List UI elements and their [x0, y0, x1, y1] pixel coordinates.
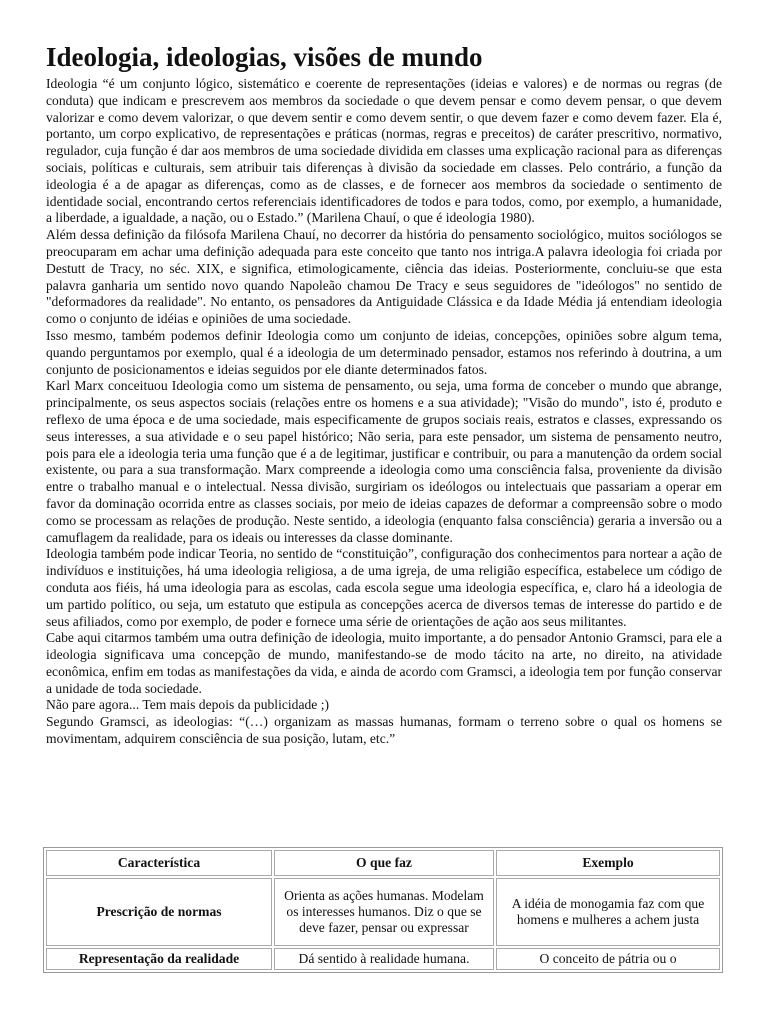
cell-what: Orienta as ações humanas. Modelam os interesses humanos. Diz o que se deve fazer, pensar ou expressar [274, 878, 494, 946]
cell-characteristic: Prescrição de normas [46, 878, 272, 946]
paragraph-chaui-quote: Ideologia “é um conjunto lógico, sistemático e coerente de representações (ideias e valores) e de normas ou regras (de conduta) que indicam e prescrevem aos membros da sociedade o que devem pensar e como devem pensar, o que devem valorizar e como devem valorizar, o que devem sentir e como devem sentir, o que devem fazer e como devem fazer. Ela é, portanto, um corpo explicativo, de representações e práticas (normas, regras e preceitos) de caráter prescritivo, normativo, regulador, cuja função é dar aos membros de uma sociedade dividida em classes uma explicação racional para as diferenças sociais, políticas e culturais, sem atribuir tais diferenças à divisão da sociedade em classes. Pelo contrário, a função da ideologia é a de apagar as diferenças, como as de classes, e de fornecer aos membros da sociedade o sentimento de identidade social, encontrando certos referenciais identificadores de todos e para todos, como, por exemplo, a humanidade, a liberdade, a igualdade, a nação, ou o Estado.” (Marilena Chauí, o que é ideologia 1980). [46, 76, 722, 226]
cell-example: O conceito de pátria ou o [496, 948, 720, 970]
paragraph-origin: Além dessa definição da filósofa Marilena Chauí, no decorrer da história do pensamento sociológico, muitos sociólogos se preocuparam em achar uma definição adequada para este conceito que tanto nos intriga.A palavra ideologia foi criada por Destutt de Tracy, no séc. XIX, e significa, etimologicamente, ciência das ideias. Posteriormente, concluiu-se que esta palavra ganharia um sentido novo quando Napoleão chamou De Tracy e seus seguidores de "ideólogos" no sentido de "deformadores da realidade". No entanto, os pensadores da Antiguidade Clássica e da Idade Média já entendiam ideologia como o conjunto de idéias e opiniões de uma sociedade. [46, 227, 722, 327]
header-caracteristica: Característica [46, 850, 272, 876]
paragraph-marx: Karl Marx conceituou Ideologia como um sistema de pensamento, ou seja, uma forma de conceber o mundo que abrange, principalmente, os seus aspectos sociais (relações entre os homens e a sua atividade); "Visão do mundo", isto é, produto e reflexo de uma época e de uma sociedade, mais especificamente de grupos sociais reais, estratos e classes, expressando os seus interesses, a sua atividade e o seu papel histórico; Não seria, para este pensador, um sistema de pensamento neutro, pois para ele a ideologia teria uma função que é a de legitimar, justificar e contribuir, ou para a manutenção da ordem social existente, ou para a sua transformação. Marx compreende a ideologia como uma consciência falsa, proveniente da divisão entre o trabalho manual e o intelectual. Nessa divisão, surgiriam os ideólogos ou intelectuais que passariam a operar em favor da dominação ocorrida entre as classes sociais, por meio de ideias capazes de deformar a compreensão sobre o modo como se processam as relações de produção. Neste sentido, a ideologia (enquanto falsa consciência) geraria a inversão ou a camuflagem da realidade, para os ideais ou interesses da classe dominante. [46, 378, 722, 545]
cell-characteristic: Representação da realidade [46, 948, 272, 970]
ideology-table [43, 847, 723, 973]
paragraph-definition: Isso mesmo, também podemos definir Ideologia como um conjunto de ideias, concepções, opiniões sobre algum tema, quando perguntamos por exemplo, qual é a ideologia de um determinado pensador, estamos nos referindo à doutrina, a um conjunto de posicionamentos e ideias seguidos por ele diante determinados fatos. [46, 327, 722, 377]
paragraph-theory: Ideologia também pode indicar Teoria, no sentido de “constituição”, configuração dos conhecimentos para nortear a ação de indivíduos e instituições, há uma ideologia religiosa, a de uma igreja, de uma religião específica, estabelece um código de conduta aos fiéis, há uma ideologia para as escolas, cada escola segue uma ideologia específica, e, claro há a ideologia de um partido político, ou seja, um estatuto que estipula as concepções acerca de diversos temas de interesse do partido e de seus afiliados, como por exemplo, de poder e fornece uma série de orientações de ação aos seus militantes. [46, 546, 722, 629]
article [46, 40, 722, 748]
cell-what: Dá sentido à realidade humana. [274, 948, 494, 970]
header-o-que-faz: O que faz [274, 850, 494, 876]
paragraph-gramsci: Cabe aqui citarmos também uma outra definição de ideologia, muito importante, a do pensador Antonio Gramsci, para ele a ideologia significava uma concepção de mundo, manifestando-se de modo tácito na arte, no direito, na atividade econômica, enfim em todas as manifestações da vida, e ainda de acordo com Gramsci, a ideologia tem por função conservar a unidade de toda sociedade. [46, 630, 722, 696]
table-row [46, 878, 720, 946]
table-header-row [46, 850, 720, 876]
table-row [46, 948, 720, 970]
cell-example: A idéia de monogamia faz com que homens e mulheres a achem justa [496, 878, 720, 946]
header-exemplo: Exemplo [496, 850, 720, 876]
paragraph-gramsci-quote: Segundo Gramsci, as ideologias: “(…) organizam as massas humanas, formam o terreno sobre o qual os homens se movimentam, adquirem consciência de sua posição, lutam, etc.” [46, 714, 722, 747]
page-title: Ideologia, ideologias, visões de mundo [46, 42, 483, 72]
ad-notice: Não pare agora... Tem mais depois da publicidade ;) [46, 697, 330, 713]
